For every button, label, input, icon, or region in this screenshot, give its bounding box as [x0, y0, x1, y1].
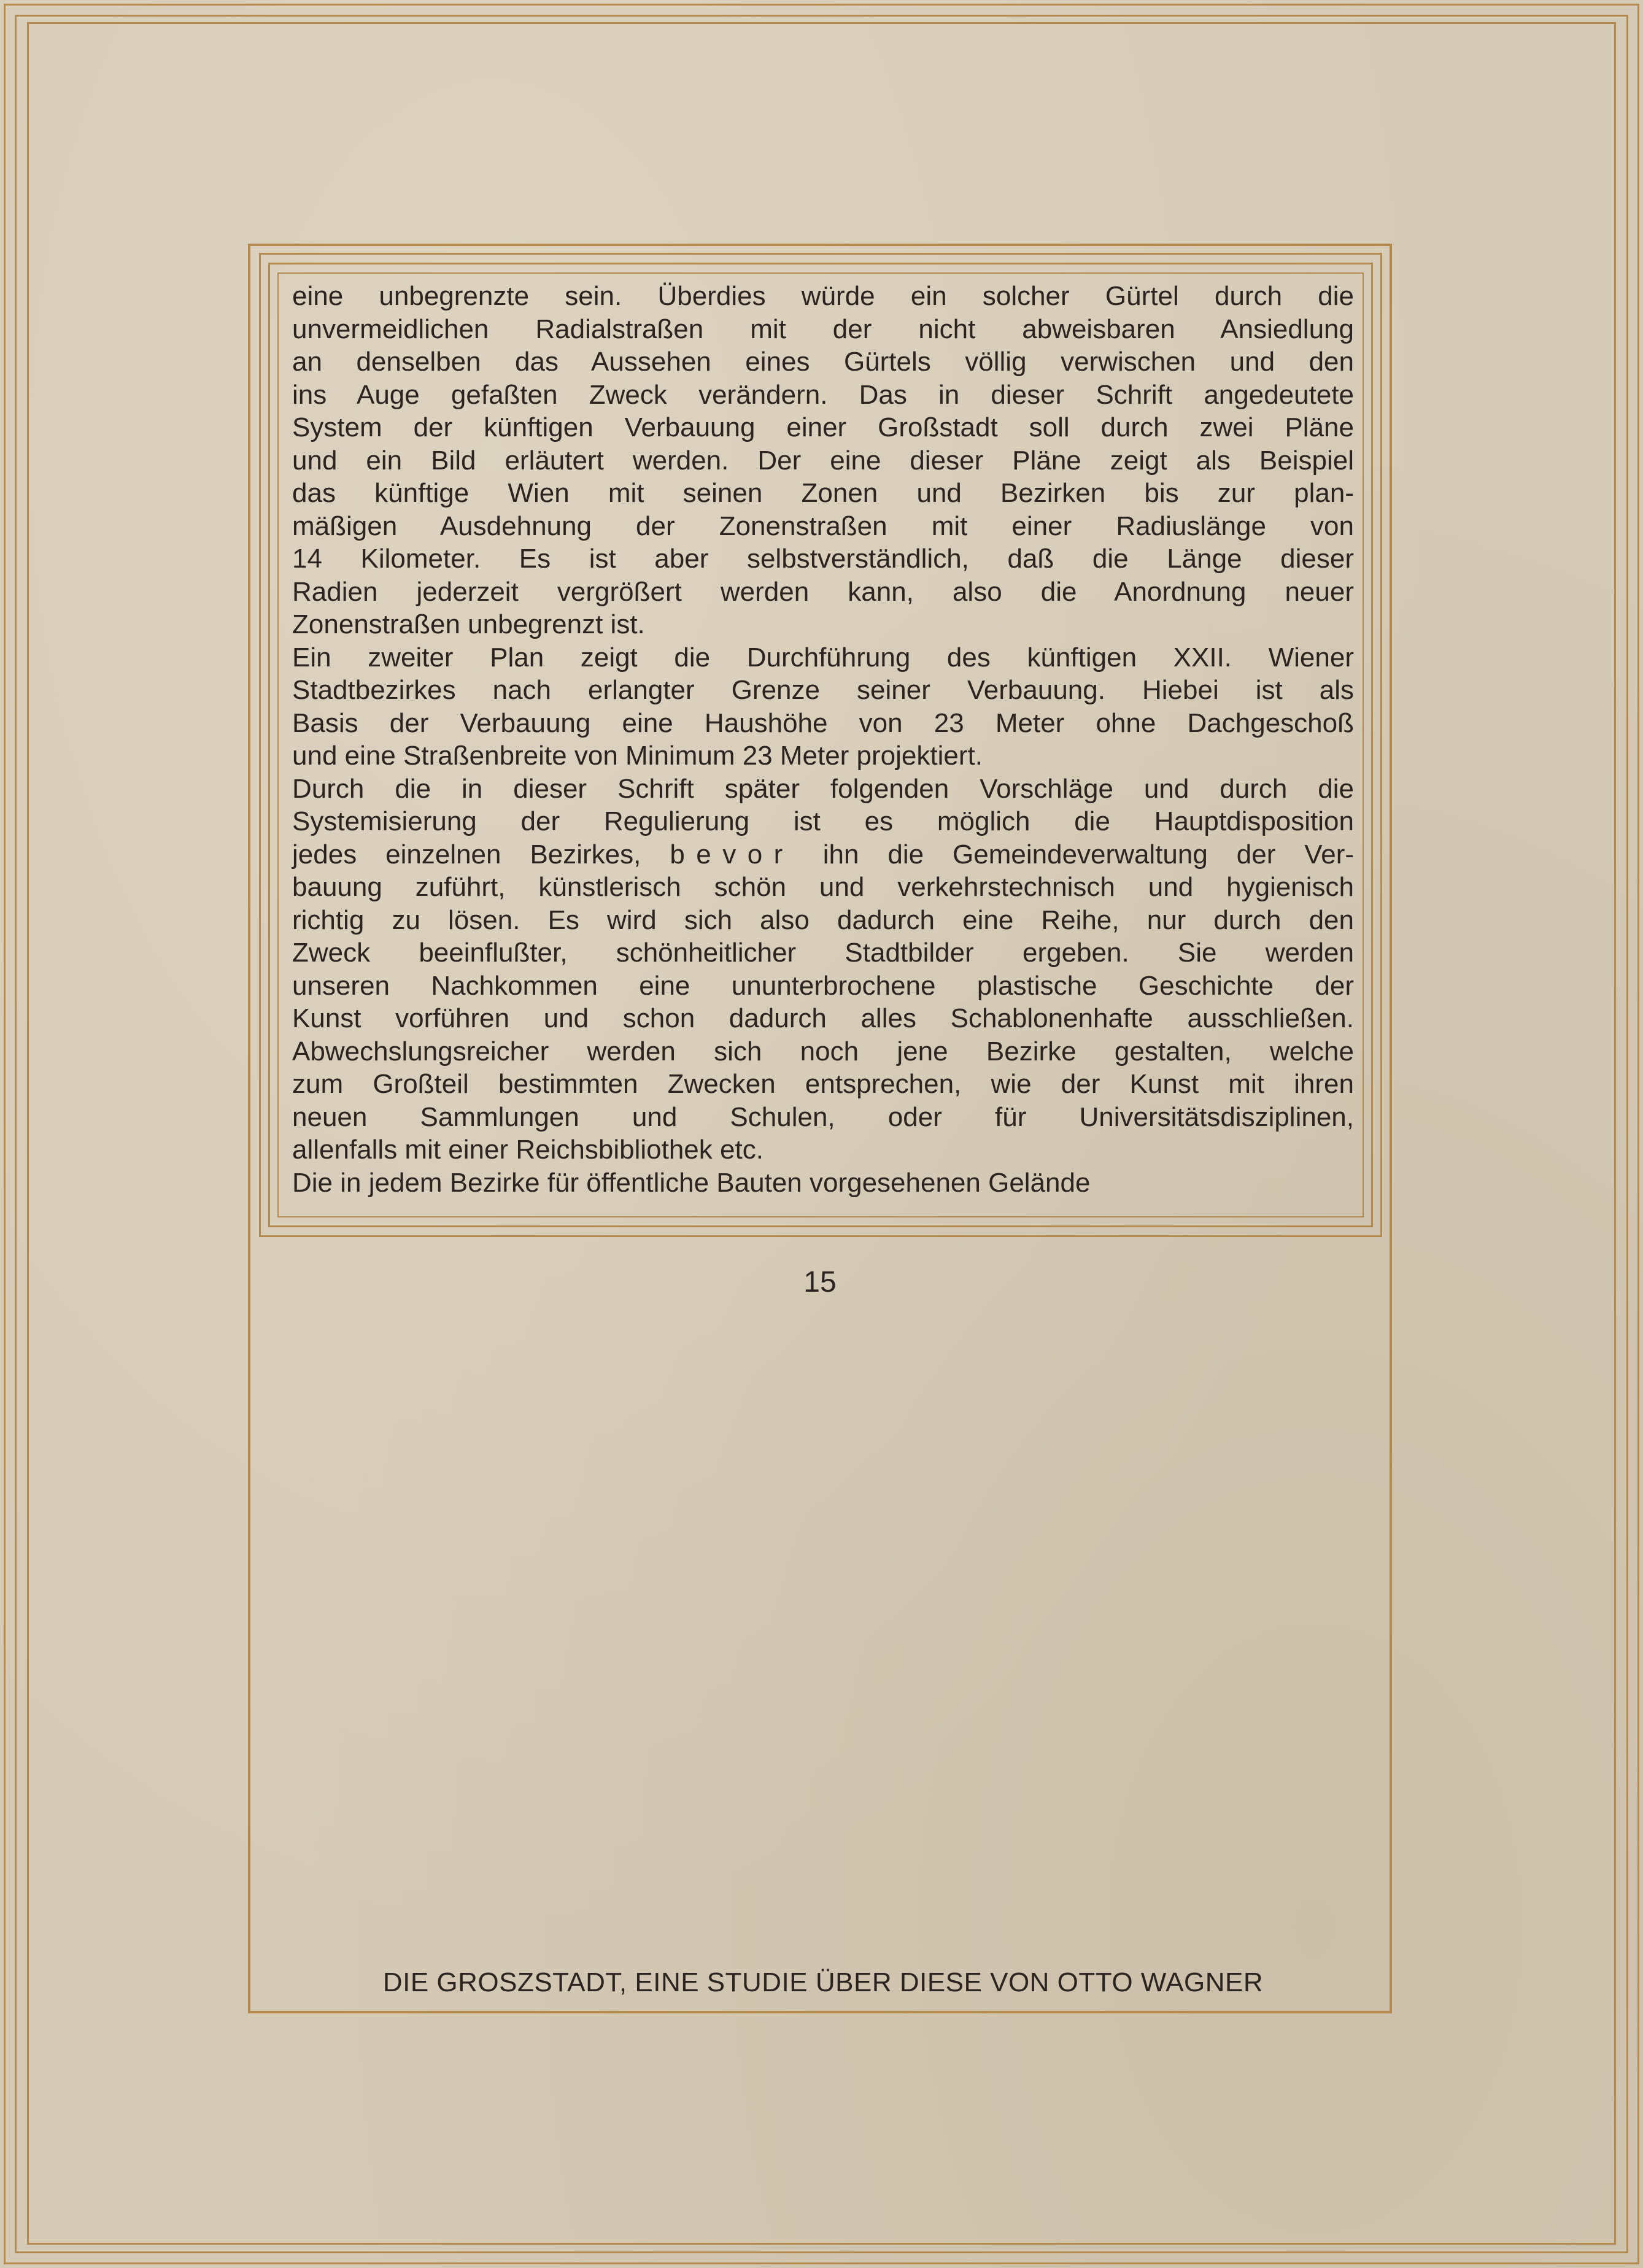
- text-line: richtig zu lösen. Es wird sich also dadurch eine Reihe, nur durch den: [292, 904, 1354, 935]
- text-line: Basis der Verbauung eine Haushöhe von 23 Meter ohne Dachgeschoß: [292, 708, 1354, 738]
- text-line: zum Großteil bestimmten Zwecken entsprechen, wie der Kunst mit ihren: [292, 1069, 1354, 1099]
- text-line: eine unbegrenzte sein. Überdies würde ein solcher Gürtel durch die: [292, 281, 1354, 311]
- text-line: unseren Nachkommen eine ununterbrochene plastische Geschichte der: [292, 970, 1354, 1001]
- text-line: Zweck beeinflußter, schönheitlicher Stadtbilder ergeben. Sie werden: [292, 938, 1354, 968]
- text-line: System der künftigen Verbauung einer Großstadt soll durch zwei Pläne: [292, 412, 1354, 442]
- page-number: 15: [803, 1266, 837, 1298]
- text-line: Die in jedem Bezirke für öffentliche Bauten vorgesehenen Gelände: [292, 1167, 1091, 1198]
- text-line: Radien jederzeit vergrößert werden kann, also die Anordnung neuer: [292, 576, 1354, 607]
- text-line: Zonenstraßen unbegrenzt ist.: [292, 609, 645, 639]
- text-line: Durch die in dieser Schrift später folgenden Vorschläge und durch die: [292, 773, 1354, 804]
- text-line: und ein Bild erläutert werden. Der eine dieser Pläne zeigt als Beispiel: [292, 445, 1354, 476]
- text-line: Ein zweiter Plan zeigt die Durchführung des künftigen XXII. Wiener: [292, 642, 1354, 673]
- text-segment: ihn die Gemeindeverwaltung der Ver-: [794, 839, 1354, 870]
- text-line: unvermeidlichen Radialstraßen mit der nicht abweisbaren Ansiedlung: [292, 314, 1354, 344]
- text-line: Stadtbezirkes nach erlangter Grenze seiner Verbauung. Hiebei ist als: [292, 675, 1354, 705]
- text-line: ins Auge gefaßten Zweck verändern. Das in dieser Schrift angedeutete: [292, 379, 1354, 410]
- text-line: und eine Straßenbreite von Minimum 23 Meter projektiert.: [292, 741, 983, 771]
- text-line: Abwechslungsreicher werden sich noch jene Bezirke gestalten, welche: [292, 1036, 1354, 1066]
- body-text: [292, 280, 1354, 1199]
- text-line: das künftige Wien mit seinen Zonen und Bezirken bis zur plan-: [292, 478, 1354, 508]
- text-line: 14 Kilometer. Es ist aber selbstverständlich, daß die Länge dieser: [292, 544, 1354, 574]
- text-line: mäßigen Ausdehnung der Zonenstraßen mit einer Radiuslänge von: [292, 511, 1354, 541]
- text-line: [292, 838, 1354, 871]
- text-line: bauung zuführt, künstlerisch schön und verkehrstechnisch und hygienisch: [292, 872, 1354, 902]
- text-line: Kunst vorführen und schon dadurch alles Schablonenhafte ausschließen.: [292, 1003, 1354, 1033]
- text-line: an denselben das Aussehen eines Gürtels völlig verwischen und den: [292, 347, 1354, 377]
- text-line: neuen Sammlungen und Schulen, oder für Universitätsdisziplinen,: [292, 1101, 1354, 1132]
- text-line: allenfalls mit einer Reichsbibliothek etc.: [292, 1135, 764, 1165]
- footer-title: DIE GROSZSTADT, EINE STUDIE ÜBER DIESE VON OTTO WAGNER: [382, 1967, 1264, 1997]
- emphasized-word: bevor: [670, 839, 794, 870]
- text-segment: jedes einzelnen Bezirkes,: [292, 839, 670, 870]
- text-line: Systemisierung der Regulierung ist es möglich die Hauptdisposition: [292, 806, 1354, 836]
